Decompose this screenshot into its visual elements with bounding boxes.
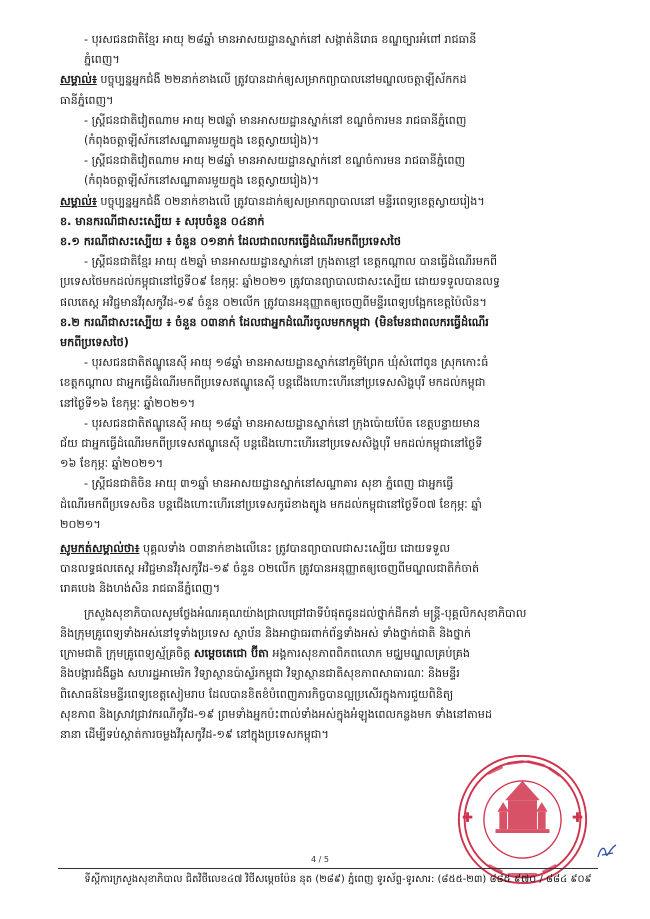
text-line: នៅថ្ងៃទី១៦ ខែកុម្ភៈ ឆ្នាំ២០២១។ [60,396,196,410]
note-text: បច្ចុប្បន្នអ្នកជំងឺ ០២នាក់ខាងលើ ត្រូវបានដាក់ឲ្យសម្រាកព្យាបាលនៅ មន្ទីរពេទ្យខេត្តស្វាយរៀង។ [96,194,485,208]
text-line: នានា ដើម្បីទប់ស្កាត់ការចម្លងវីរុសកូវីដ-១៩ នៅក្នុងប្រទេសកម្ពុជា។ [60,727,329,741]
text-span: ក្រោមជាតិ ក្រុមគ្រូពេទ្យស្ម័គ្រចិត្ត [60,647,194,661]
text-line: (កំពុងចត្តាឡីស័កនៅសណ្ឋាគារមួយក្នុង ខេត្តស្វាយរៀង)។ [84,134,319,148]
bullet-line: - ស្ត្រីជនជាតិខ្មែរ អាយុ ៥២ឆ្នាំ មានអាសយដ្ឋានស្នាក់នៅ ក្រុងតាខ្មៅ ខេត្តកណ្ដាល បានធ្វើដំណើរមកពី [84,255,498,269]
note-line [60,539,612,559]
bullet-line: - ស្ត្រីជនជាតិវៀតណាម អាយុ ២៧ឆ្នាំ មានអាសយដ្ឋានស្នាក់នៅ ខណ្ឌចំការមន រាជធានីភ្នំពេញ [84,113,467,127]
volunteer-team-name: សម្ដេចតេជោ ប៊ីតា [193,647,269,661]
bullet-line: - បុរសជនជាតិខ្មែរ អាយុ ២៨ឆ្នាំ មានអាសយដ្ឋានស្នាក់នៅ សង្កាត់និរោធ ខណ្ឌច្បារអំពៅ រាជធានី [84,33,477,46]
text-line: (កំពុងចត្តាឡីស័កនៅសណ្ឋាគារមួយក្នុង ខេត្តស្វាយរៀង)។ [84,174,319,188]
bullet-line: - ស្ត្រីជនជាតិចិន អាយុ ៣១ឆ្នាំ មានអាសយដ្ឋានស្នាក់នៅសណ្ឋាគារ សុខា ភ្នំពេញ ជាអ្នកធ្វើ [84,477,454,491]
text-line: សុខភាព និងស្រាវជ្រាវករណីកូវីដ-១៩ ព្រមទាំងអ្នកប៉ះពាល់ទាំងអស់ក្នុងអំឡុងពេលកន្លងមក ទាំងនៅតាមដ [60,707,492,721]
ministry-seal-stamp [455,752,590,887]
text-line [60,644,612,664]
text-line: និងបង្ការជំងឺឆ្លង សហរដ្ឋអាមេរិក វិទ្យាស្ថានប៉ាស្ទ័រកម្ពុជា វិទ្យាស្ថានជាតិសុខភាពសាធារណៈ និងមន្ទីរ [60,667,460,681]
text-line: ប្រទេសថៃមកដល់កម្ពុជានៅថ្ងៃទី០៩ ខែកុម្ភៈ ឆ្នាំ២០២១ ត្រូវបានព្យាបាលជាសះស្បើយ ដោយទទួលបានលទ្ធ [60,275,500,289]
subsection-heading: ខ.២ ករណីជាសះស្បើយ ៖ ចំនួន ០៣នាក់ ដែលជាអ្នកដំណើរចូលមកកម្ពុជា (មិនមែនជាពលករធ្វើដំណើរ [60,315,489,329]
bullet-line: - បុរសជនជាតិឥណ្ឌូនេស៊ី អាយុ ១៨ឆ្នាំ មានអាសយដ្ឋានស្នាក់នៅ ក្រុងប៉ោយប៉ែត ខេត្តបន្ទាយមាន [84,416,481,430]
subsection-heading: មកពីប្រទេសថៃ) [60,336,129,350]
text-span: អង្គការសុខភាពពិភពលោក មជ្ឈមណ្ឌលគ្រប់គ្រង [268,647,470,661]
signature [595,842,619,862]
text-line: ខេត្តកណ្ដាល ជាអ្នកធ្វើដំណើរមកពីប្រទេសឥណ្ឌូនេស៊ី បន្តជើងហោះហើរនៅប្រទេសសិង្ហបុរី មកដល់កម្ពុជា [60,376,486,390]
text-line: រោគបេង និងហង់សិន រាជធានីភ្នំពេញ។ [60,582,221,596]
text-line: និងក្រុមគ្រូពេទ្យទាំងអស់នៅទូទាំងប្រទេស ស្ថាប័ន និងអាជ្ញាធរពាក់ព័ន្ធទាំងអស់ ទាំងថ្នាក់ជាតិ និងថ្នាក់ [60,626,472,640]
text-line: ជ័យ ជាអ្នកធ្វើដំណើរមកពីប្រទេសឥណ្ឌូនេស៊ី បន្តជើងហោះហើរនៅប្រទេសសិង្ហបុរី មកដល់កម្ពុជានៅថ្ងៃទី [60,437,483,451]
note-label: សម្គាល់៖ [60,73,97,87]
note-text: បុគ្គលទាំង ០៣នាក់ខាងលើនេះ ត្រូវបានព្យាបាលជាសះស្បើយ ដោយទទួល [139,542,451,556]
text-line: បានលទ្ធផលតេស្ត អវិជ្ជមានវីរុសកូវីដ-១៩ ចំនួន ០២លើក ត្រូវបានអនុញ្ញាតឲ្យចេញពីមណ្ឌលជាតិកំចាត់ [60,562,480,576]
page-number: 4 / 5 [311,855,329,864]
text-line: ធានីភ្នំពេញ។ [60,93,114,107]
text-line: ភ្នំពេញ។ [84,53,120,67]
text-line: ២០២១។ [60,517,101,531]
bullet-line: - បុរសជនជាតិឥណ្ឌូនេស៊ី អាយុ ១៨ឆ្នាំ មានអាសយដ្ឋានស្នាក់នៅភូមិព្រែក ឃុំសំពៅពូន ស្រុកកោះធំ [84,356,489,370]
note-line [60,192,612,212]
note-label: សូមកត់សម្គាល់ថា៖ [60,542,140,556]
text-line: ដំណើរមកពីប្រទេសចិន បន្តជើងហោះហើរនៅប្រទេសកូរ៉េខាងត្បូង មកដល់កម្ពុជានៅថ្ងៃទី០៧ ខែកុម្ភៈ ឆ្នាំ [60,497,482,511]
subsection-heading: ខ.១ ករណីជាសះស្បើយ ៖ ចំនួន ០១នាក់ ដែលជាពលករធ្វើដំណើរមកពីប្រទេសថៃ [60,235,401,249]
section-heading: ខ. មានករណីជាសះស្បើយ ៖ សរុបចំនួន ០៤នាក់ [60,214,265,228]
note-text: បច្ចុប្បន្នអ្នកជំងឺ ២២នាក់ខាងលើ ត្រូវបានដាក់ឲ្យសម្រាកព្យាបាលនៅមណ្ឌលចត្តាឡីស័កកដ [96,73,467,87]
text-line: ផលតេស្ត អវិជ្ជមានវីរុសកូវីដ-១៩ ចំនួន ០២លើក ត្រូវបានអនុញ្ញាតឲ្យចេញពីមន្ទីរពេទ្យបង្អែកខេត្តប៉ៃលិន។ [60,295,487,309]
footer-divider [58,868,598,869]
note-label: សម្គាល់៖ [60,194,97,208]
text-line: ក្រសួងសុខាភិបាលសូមថ្លែងអំណរគុណយ៉ាងជ្រាលជ្រៅជាទីបំផុតជូនដល់ថ្នាក់ដឹកនាំ មន្ត្រី-បុគ្គលិកសុខាភិបាល [84,606,527,620]
text-line: ១៦ ខែកុម្ភៈ ឆ្នាំ២០២១។ [60,457,164,471]
note-line [60,70,612,90]
text-line: ពិសោធន៍នៃមន្ទីរពេទ្យខេត្តសៀមរាប ដែលបានខិតខំបំពេញភារកិច្ចបានល្អប្រសើរក្នុងការជួយពិនិត្យ [60,687,454,701]
footer-address: ទីស្តីការក្រសួងសុខាភិបាល ជិតវិថីលេខ៤៧ វិថីសម្តេចប៉ែន នុត (២៨៩) ភ្នំពេញ ទូរស័ព្ទ-ទូរសារ: (៨៥៥-២៣) ៨៨៥ ៩៧០ / ៨៨៤ ៩០៩ [84,874,592,885]
bullet-line: - ស្ត្រីជនជាតិវៀតណាម អាយុ ២៨ឆ្នាំ មានអាសយដ្ឋានស្នាក់នៅ ខណ្ឌចំការមន រាជធានីភ្នំពេញ [84,154,466,168]
document-body [60,30,612,745]
